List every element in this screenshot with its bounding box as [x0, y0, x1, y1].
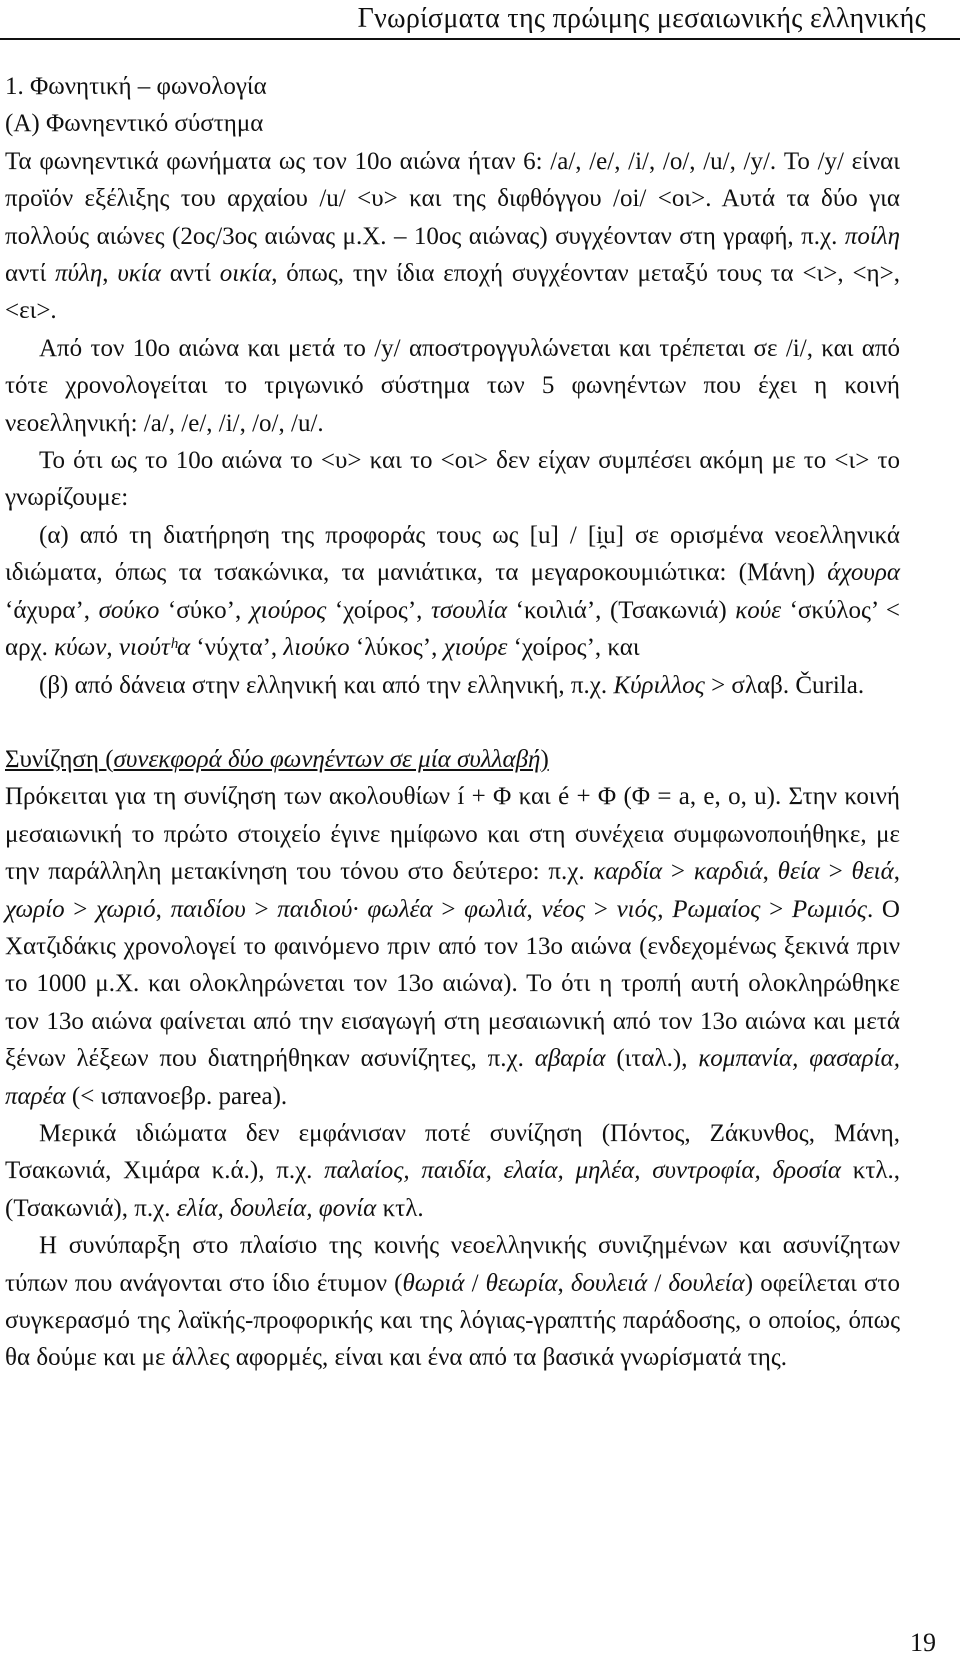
text-run: (β) από δάνεια στην ελληνική και από την ελληνική, π.χ.: [39, 671, 614, 699]
text-run: >: [245, 895, 278, 923]
example-word: θεία: [777, 858, 820, 886]
example-word: πύλη: [55, 260, 103, 288]
text-run: ,: [155, 895, 171, 923]
example-word: παλαίος, παιδία, ελαία, μηλέα, συντροφία, δροσία: [324, 1157, 841, 1185]
synizesis-subtitle: συνεκφορά δύο φωνηέντων σε μία συλλαβή: [113, 745, 541, 773]
text-run: ) οφείλεται στο συγκερασμό της λαϊκής-προφορικής και της λόγιας-γραπτής παράδοσης, ο οποίος, όπως θα δούμε και με άλλες αφορμές, είναι και ένα από τα βασικά γνωρίσματά της.: [5, 1269, 900, 1372]
example-word: καρδιά: [693, 858, 763, 886]
section-subheading: (Α) Φωνηεντικό σύστημα: [5, 110, 264, 138]
example-word: θεωρία: [485, 1269, 558, 1297]
text-run: ,: [106, 634, 119, 662]
text-run: αντί: [160, 260, 220, 288]
paragraph-dialects-no-synizesis: [5, 1115, 900, 1227]
text-run: , όπως, την ίδια εποχή συγχέονταν μεταξύ τους τα <ι>, <η>, <ει>.: [5, 260, 900, 325]
text-run: . Ο Χατζιδάκις χρονολογεί το φαινόμενο πριν από τον 13ο αιώνα (ενδεχομένως ξεκινά πριν το 1000 μ.Χ. και ολοκληρώνεται τον 13ο αιώνα). Το ότι η τροπή αυτή ολοκληρώθηκε τον 13ο αιώνα φαίνεται από την εισαγωγή στη μεσαιωνική από τον 13ο αιώνα και μετά ξένων λέξεων που διατηρήθηκαν ασυνίζητες, π.χ.: [5, 895, 900, 1073]
text-run: ,: [762, 858, 778, 886]
example-word: παιδίου: [170, 895, 246, 923]
example-word: θωριά: [402, 1269, 465, 1297]
synizesis-heading: [5, 741, 900, 778]
text-run: >: [432, 895, 465, 923]
example-word: θειά: [851, 858, 894, 886]
paragraph-evidence-intro: Το ότι ως το 10ο αιώνα το <υ> και το <οι> δεν είχαν συμπέσει ακόμη με το <ι> το γνωρίζουμε:: [5, 447, 900, 512]
text-run: >: [64, 895, 97, 923]
text-run: >: [585, 895, 617, 923]
example-word: νιός: [616, 895, 658, 923]
example-word: οικία: [219, 260, 272, 288]
example-word: τσουλία: [430, 596, 508, 624]
text-run: ‘λύκος’,: [349, 634, 444, 662]
text-run: (ιταλ.),: [605, 1045, 699, 1073]
text-run: /: [647, 1269, 669, 1297]
text-run: κτλ., (Τσακωνιά), π.χ.: [5, 1157, 900, 1222]
section-gap: [5, 704, 900, 741]
example-word: ποίλη: [844, 222, 900, 250]
text-run: ,: [893, 858, 900, 886]
text-run: (< ισπανοεβρ. parea).: [65, 1082, 288, 1110]
text-run: >: [760, 895, 792, 923]
section-heading: 1. Φωνητική – φωνολογία: [5, 73, 267, 100]
text-run: κτλ.: [376, 1194, 424, 1222]
running-header: [0, 0, 960, 40]
paragraph-vowel-system: [5, 143, 900, 330]
text-run: Τα φωνηεντικά φωνήματα ως τον 10ο αιώνα ήταν 6: /a/, /e/, /i/, /o/, /u/, /y/. Το /y/ είναι προϊόν εξέλιξης του αρχαίου /u/ <υ> και της διφθόγγου /oi/ <οι>. Αυτά τα δύο για πολλούς αιώνες (2ος/3ος αιώνας μ.Χ. – 10ος αιώνας) συγχέονταν στη γραφή, π.χ.: [5, 147, 900, 250]
synizesis-paren-open: (: [98, 745, 114, 773]
text-run: ‘άχυρα’,: [5, 596, 99, 624]
example-word: παιδιού· φωλέα: [277, 895, 433, 923]
text-run: αντί: [5, 260, 56, 288]
synizesis-title: Συνίζηση: [5, 745, 99, 773]
example-word: Κύριλλος: [613, 671, 705, 699]
text-run: ,: [557, 1269, 571, 1297]
example-word: κομπανία, φασαρία, παρέα: [5, 1045, 900, 1110]
text-run: Πρόκειται για τη συνίζηση των ακολουθίων í + Φ και é + Φ (Φ = a, e, o, u). Στην κοινή μεσαιωνική το πρώτο στοιχείο έγινε ημίφωνο και στη συνέχεια συμφωνοποιήθηκε, με την παράλληλη μετακίνηση του τόνου στο δεύτερο: π.χ.: [5, 783, 900, 886]
example-word: χιούρος: [249, 596, 327, 624]
example-word: χωριό: [96, 895, 156, 923]
text-run: ‘νύχτα’,: [190, 634, 284, 662]
text-run: ‘χοίρος’, και: [507, 634, 640, 662]
paragraph-coexistence: [5, 1227, 900, 1377]
example-word: σούκο: [98, 596, 160, 624]
example-word: φωλιά: [464, 895, 527, 923]
paragraph-evidence-dialects: [5, 517, 900, 667]
example-word: χιούρε: [443, 634, 508, 662]
page-body: [5, 68, 900, 1377]
page-number: 19: [910, 1628, 936, 1657]
example-word: καρδία: [593, 858, 663, 886]
text-run: (α) από τη διατήρηση της προφοράς τους ως [u] / [i̯u] σε ορισμένα νεοελληνικά ιδιώματα, όπως τα τσακώνικα, τα μανιάτικα, τα μεγαροκουμιώτικα: (Μάνη): [5, 521, 900, 587]
example-word: δουλειά: [570, 1269, 648, 1297]
example-word: κύων: [54, 634, 107, 662]
text-run: Η συνύπαρξη στο πλαίσιο της κοινής νεοελληνικής συνιζημένων και ασυνίζητων τύπων που ανάγονται στο ίδιο έτυμον (: [5, 1232, 900, 1297]
text-run: ,: [526, 895, 542, 923]
example-word: χωρίο: [5, 895, 65, 923]
example-word: δουλεία: [668, 1269, 745, 1297]
example-word: λιούκο: [283, 634, 350, 662]
paragraph-unrounding: Από τον 10ο αιώνα και μετά το /y/ αποστρογγυλώνεται και τρέπεται σε /i/, και από τότε χρονολογείται το τριγωνικό σύστημα των 5 φωνηέντων που έχει η κοινή νεοελληνική: /a/, /e/, /i/, /o/, /u/.: [5, 334, 900, 437]
synizesis-paren-close: ): [540, 745, 549, 773]
example-word: νέος: [541, 895, 586, 923]
text-run: >: [662, 858, 694, 886]
text-run: ‘σύκο’,: [159, 596, 250, 624]
paragraph-synizesis: [5, 778, 900, 1115]
example-word: άχουρα: [827, 559, 900, 587]
text-run: ,: [657, 895, 673, 923]
example-word: Ρωμιός: [791, 895, 867, 923]
paragraph-evidence-loans: [5, 667, 900, 704]
example-word: νιούτʰα: [118, 634, 191, 662]
text-run: Μερικά ιδιώματα δεν εμφάνισαν ποτέ συνίζηση (Πόντος, Ζάκυνθος, Μάνη, Τσακωνιά, Χιμάρα κ.ά.), π.χ.: [5, 1119, 900, 1185]
text-run: /: [464, 1269, 486, 1297]
example-word: αβαρία: [534, 1045, 606, 1073]
example-word: κούε: [735, 596, 782, 624]
header-title: Γνωρίσματα της πρώιμης μεσαιωνικής ελληνικής: [357, 3, 926, 34]
text-run: ‘χοίρος’,: [326, 596, 431, 624]
text-run: > σλαβ. Čurila.: [704, 671, 865, 699]
text-run: ‘σκύλος’ < αρχ.: [5, 596, 900, 662]
text-run: ‘κοιλιά’, (Τσακωνιά): [507, 596, 736, 624]
text-run: >: [819, 858, 852, 886]
example-word: Ρωμαίος: [672, 895, 761, 923]
text-run: ,: [102, 260, 118, 288]
example-word: ελία, δουλεία, φονία: [176, 1194, 377, 1222]
example-word: υκία: [117, 260, 161, 288]
